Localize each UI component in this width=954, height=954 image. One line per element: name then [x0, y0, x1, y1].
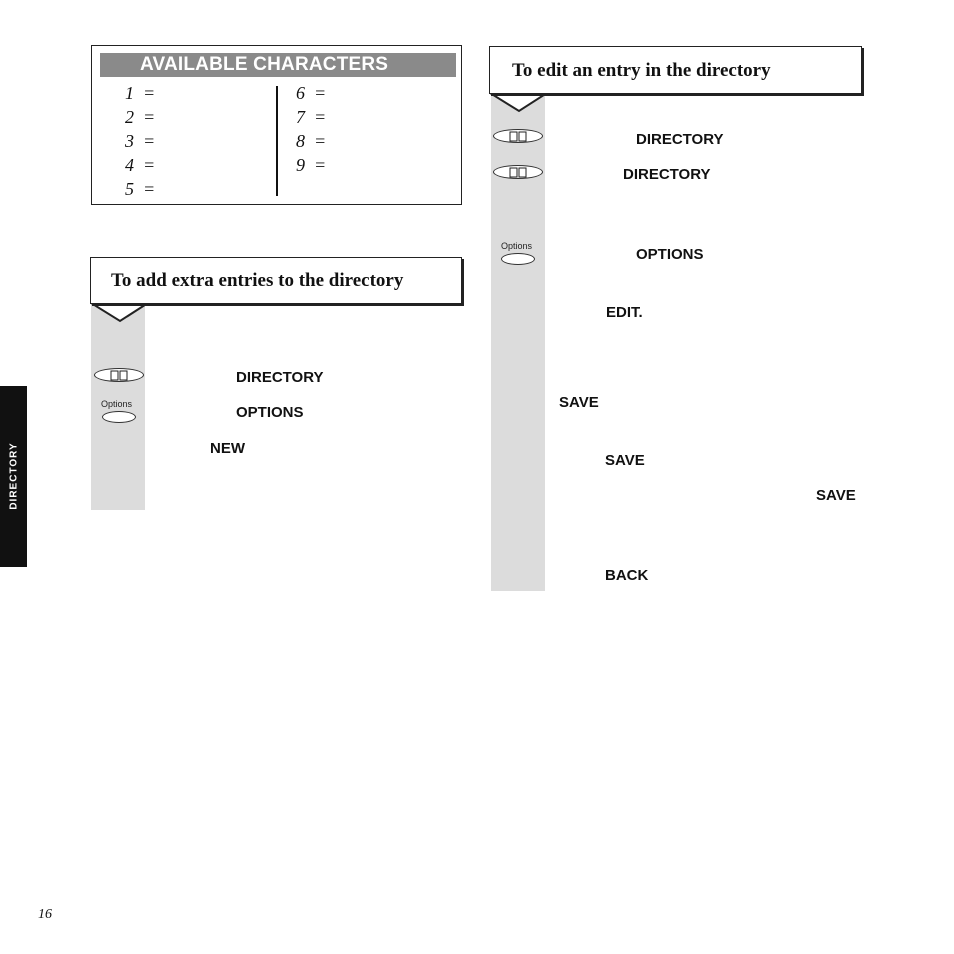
options-button-label: Options — [101, 399, 133, 409]
book-icon — [509, 130, 527, 142]
side-tab — [0, 386, 27, 567]
edit-section-heading: To edit an entry in the directory — [512, 60, 771, 81]
keyword-edit: EDIT. — [606, 304, 643, 321]
book-icon — [110, 369, 128, 381]
directory-button[interactable] — [493, 129, 543, 143]
char-row-6: 6 = — [296, 83, 327, 103]
options-button-label: Options — [501, 241, 533, 251]
char-row-9: 9 = — [296, 155, 327, 175]
char-row-3: 3 = — [125, 131, 156, 151]
available-characters-box — [91, 45, 462, 205]
edit-heading-pointer — [489, 92, 549, 114]
page-number: 16 — [38, 907, 52, 922]
keyword-new: NEW — [210, 440, 245, 457]
chars-divider — [276, 86, 278, 196]
keyword-options: OPTIONS — [636, 246, 704, 263]
keyword-directory: DIRECTORY — [636, 131, 724, 148]
available-characters-title: AVAILABLE CHARACTERS — [100, 53, 456, 77]
char-row-2: 2 = — [125, 107, 156, 127]
directory-button[interactable] — [493, 165, 543, 179]
keyword-options: OPTIONS — [236, 404, 304, 421]
char-row-4: 4 = — [125, 155, 156, 175]
char-row-1: 1 = — [125, 83, 156, 103]
book-icon — [509, 166, 527, 178]
keyword-save: SAVE — [559, 394, 599, 411]
char-row-5: 5 = — [125, 179, 156, 199]
add-heading-pointer — [90, 302, 150, 324]
char-row-7: 7 = — [296, 107, 327, 127]
directory-button[interactable] — [94, 368, 144, 382]
edit-section-heading-box — [489, 46, 862, 94]
options-button[interactable] — [102, 411, 136, 423]
keyword-save: SAVE — [816, 487, 856, 504]
options-button[interactable] — [501, 253, 535, 265]
add-section-heading: To add extra entries to the directory — [111, 270, 404, 291]
keyword-save: SAVE — [605, 452, 645, 469]
char-row-8: 8 = — [296, 131, 327, 151]
side-tab-label: DIRECTORY — [8, 442, 20, 510]
keyword-directory: DIRECTORY — [623, 166, 711, 183]
keyword-directory: DIRECTORY — [236, 369, 324, 386]
keyword-back: BACK — [605, 567, 649, 584]
add-section-heading-box — [90, 257, 462, 304]
